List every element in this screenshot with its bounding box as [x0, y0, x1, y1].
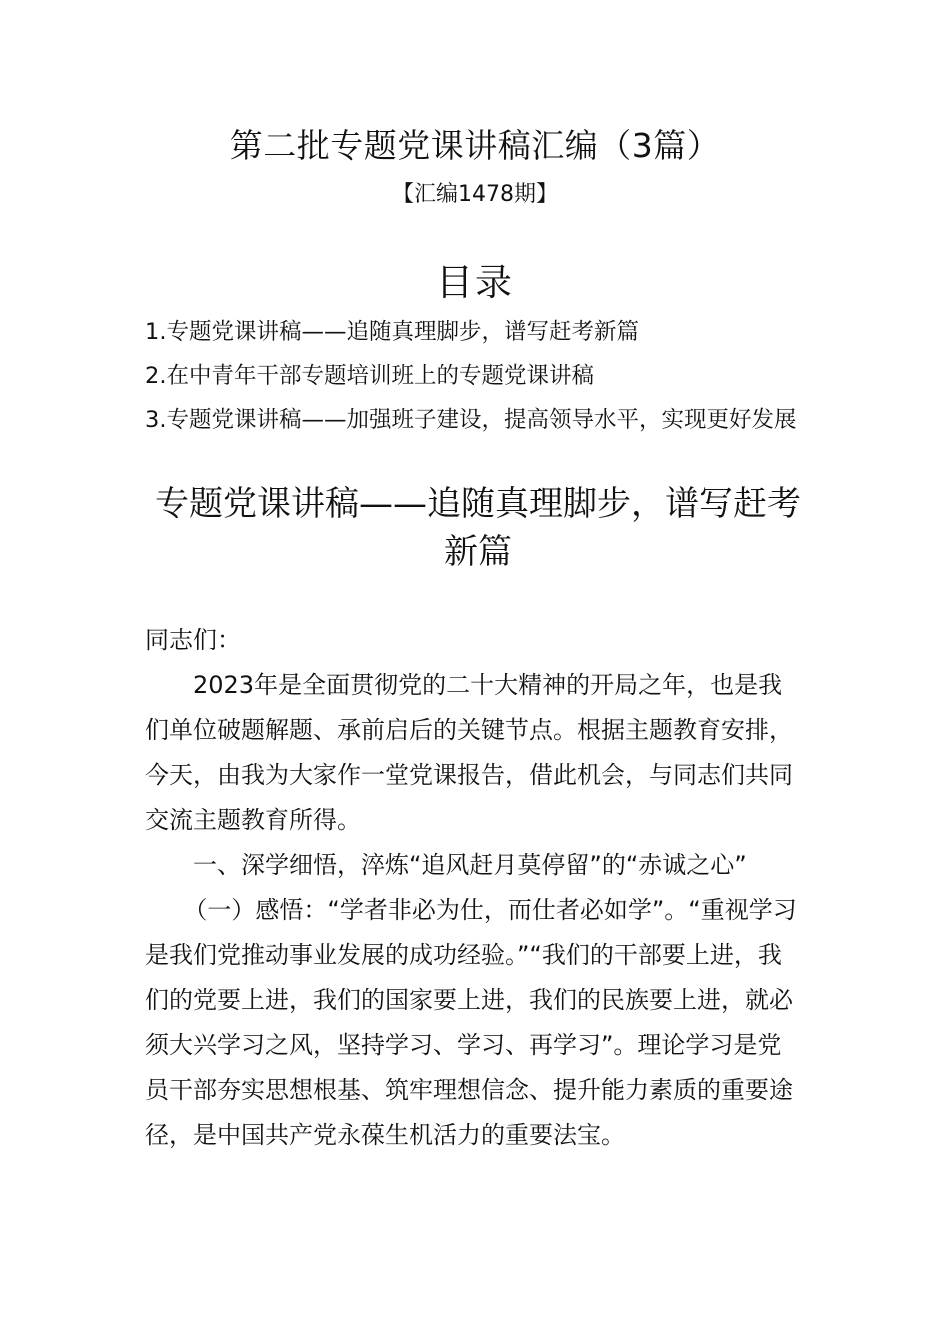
subheading: 一、深学细悟，淬炼“追风赶月莫停留”的“赤诚之心”: [193, 851, 747, 879]
document-title: 第二批专题党课讲稿汇编（3篇）: [229, 126, 721, 165]
toc-item: 3.专题党课讲稿——加强班子建设，提高领导水平，实现更好发展: [145, 407, 797, 433]
salutation: 同志们：: [145, 626, 241, 654]
section-title: 专题党课讲稿——追随真理脚步，谱写赶考新篇: [155, 484, 801, 572]
body-paragraph: 2023年是全面贯彻党的二十大精神的开局之年，也是我们单位破题解题、承前启后的关键节点。根据主题教育安排，今天，由我为大家作一堂党课报告，借此机会，与同志们共同交流主题教育所得。: [145, 671, 793, 834]
toc-item: 1.专题党课讲稿——追随真理脚步，谱写赶考新篇: [145, 319, 639, 345]
table-of-contents: [145, 310, 811, 442]
toc-item: 2.在中青年干部专题培训班上的专题党课讲稿: [145, 363, 594, 389]
toc-heading: 目录: [436, 261, 514, 304]
body-paragraph: （一）感悟：“学者非必为仕，而仕者必如学”。“重视学习是我们党推动事业发展的成功经验。”“我们的干部要上进，我们的党要上进，我们的国家要上进，我们的民族要上进，就必须大兴学习之风，坚持学习、学习、再学习”。理论学习是党员干部夯实思想根基、筑牢理想信念、提升能力素质的重要途径，是中国共产党永葆生机活力的重要法宝。: [145, 896, 797, 1149]
speech-body: [145, 618, 805, 1158]
issue-number: 【汇编1478期】: [392, 182, 558, 207]
